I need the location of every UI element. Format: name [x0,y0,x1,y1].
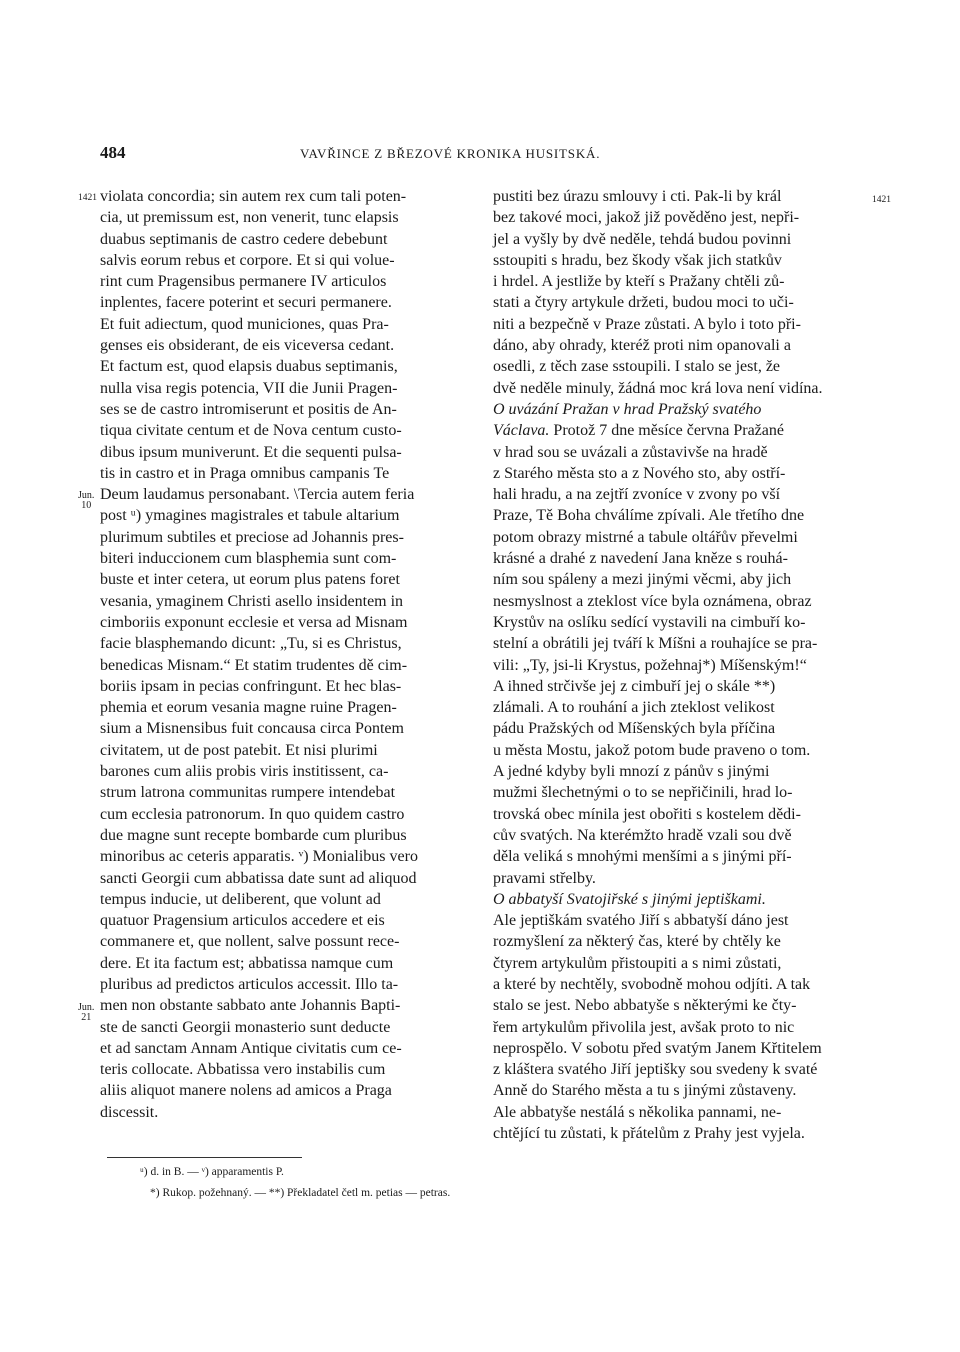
footnote-czech: *) Rukop. požehnaný. — **) Překladatel četl m. petias — petras. [150,1187,451,1199]
text-line: civitatem, ut de post patebit. Et nisi plurimi [100,741,378,759]
text-line: neprospělo. V sobotu před svatým Janem Křtitelem [493,1039,822,1057]
running-head: VAVŘINCE Z BŘEZOVÉ KRONIKA HUSITSKÁ. [300,146,601,161]
text-line: Ale abbatyše nestálá s několika pannami, ne- [493,1103,782,1121]
text-line: dibus ipsum muniverunt. Et die sequenti pulsa- [100,443,402,461]
text-line: benedicas Misnam.“ Et statim trudentes dě cim- [100,656,408,674]
text-line: buste et inter cetera, ut eorum plus patens foret [100,571,400,589]
text-line: Deum laudamus personabant. \Tercia autem feria [100,486,415,504]
text-line: nulla visa regis potencia, VII die Junii Pragen- [100,379,398,397]
margin-year-left: 1421 [78,193,97,203]
text-line: cův svatých. Na kterémžto hradě vzali sou dvě [493,826,792,844]
text-line: pluribus ad predictos articulos accessit. Illo ta- [100,975,399,993]
text-line: men non obstante sabbato ante Johannis Bapti- [100,997,401,1015]
text-line: Krystův na oslíku sedící vystavili na cimbuří ko- [493,613,806,631]
margin-date-day: 21 [81,1012,92,1023]
text-line: tempus inducie, ut deliberent, que volunt ad [100,890,381,908]
text-line: jel a vyšly by dvě neděle, tehdá budou povinni [493,230,792,248]
text-line: nesmyslnost a zteklost více byla oznámena, obraz [493,592,812,610]
text-line: duabus septimanis de castro cedere debebunt [100,230,388,248]
text-line: stalo se jest. Nebo abbatyše s některými ke čty- [493,997,797,1015]
latin-text-column [100,186,472,1123]
text-line: ste de sancti Georgii monasterio sunt deducte [100,1018,391,1036]
text-line: ses se de castro intromiserunt et positis de An- [100,400,397,418]
text-line: cimboriis exponunt ecclesie et versa ad Misnam [100,613,408,631]
czech-translation-column [493,186,865,1144]
text-line: Václava. Protož 7 dne měsíce června Pražané [493,422,784,440]
text-line: sstoupiti s hradu, bez škody však jich statkův [493,251,782,269]
text-line: Et factum est, quod elapsis duabus septimanis, [100,358,398,376]
text-line: dáno, aby ohrady, kteréž proti nim opanovali a [493,337,791,355]
margin-date-month: Jun. [78,1002,95,1013]
text-line: teris collocate. Abbatissa vero instabilis cum [100,1061,386,1079]
text-line: z Starého města sto a z Nového sto, aby ostří- [493,464,786,482]
text-line: řem artykulům přivolila jest, avšak proto to nic [493,1018,795,1036]
text-line: u města Mostu, jakož potom bude praveno o tom. [493,741,811,759]
text-line: rint cum Pragensibus permanere IV articulos [100,273,387,291]
text-line: inplentes, facere poterint et securi permanere. [100,294,392,312]
text-line: Anně do Starého města a tu s jinými zůstaveny. [493,1082,797,1100]
text-line: stati a čtyry artykule držeti, budou moci to uči- [493,294,794,312]
text-line: osedli, z těch zase sstoupili. I stalo se jest, že [493,358,781,376]
text-line: Praze, Tě Boha chválíme zpívali. Ale třetího dne [493,507,805,525]
text-line: bez takové moci, jakož již pověděno jest, nepři- [493,209,800,227]
text-line: facie blasphemando dicunt: „Tu, si es Christus, [100,635,402,653]
text-line: hali hradu, a na zejtří zvoníce v zvony po vší [493,486,781,504]
text-line: pravami střelby. [493,869,596,887]
text-line: děla veliká s mnohými menšími a s jinými pří- [493,848,792,866]
text-line: cia, ut premissum est, non venerit, tunc elapsis [100,209,399,227]
text-line: sium a Misnensibus fuit concausa circa Pontem [100,720,404,738]
text-line: strum latrona communitas rumpere intendebat [100,784,396,802]
text-line: barones cum aliis probis viris institissent, ca- [100,763,389,781]
text-line: genses eis obsiderant, de eis viceversa cedant. [100,337,395,355]
text-line: stelní a obrátili jej tváří k Míšni a rouhajíce se pra- [493,635,818,653]
text-line: mužmi šlechetnými o to se nepřičinili, hrad lo- [493,784,793,802]
text-line: z kláštera svatého Jiří jeptišky sou svedeny k svaté [493,1061,818,1079]
text-line: aliis aliquot manere nolens ad amicos a Praga [100,1082,392,1100]
text-line: discessit. [100,1103,159,1121]
text-line: potom obrazy mistrné a tabule oltářův převelmi [493,528,798,546]
margin-date-month: Jun. [78,490,95,501]
text-line: dvě neděle minuly, žádná moc krá lova není vidína. [493,379,823,397]
text-line: zlámali. A to rouhání a jich zteklost velikost [493,699,775,717]
text-line: post ᵘ) ymagines magistrales et tabule altarium [100,507,400,525]
text-line: trovská obec mínila jest obořiti s kostelem dědi- [493,805,801,823]
text-line: sancti Georgii cum abbatissa date sunt ad aliquod [100,869,417,887]
text-line: boriis ipsam in pecias confringunt. Et hec blas- [100,677,402,695]
text-line: i hrdel. A jestliže by kteří s Pražany chtěli zů- [493,273,785,291]
text-line: v hrad sou se uvázali a zůstavivše na hradě [493,443,768,461]
text-line: dere. Et ita factum est; abbatissa namque cum [100,954,394,972]
text-line: A jedné kdyby byli mnozí z pánův s jinými [493,763,770,781]
text-line: salvis eorum rebus et corpore. Et si qui volue- [100,251,395,269]
text-line: minoribus ac ceteris apparatis. ᵛ) Monialibus vero [100,848,418,866]
text-line: tiqua civitate centum et de Nova centum custo- [100,422,402,440]
text-line: krásné a drahé z navedení Jana kněze s rouhá- [493,550,788,568]
margin-date-jun-21 [78,1003,94,1023]
text-line: commanere et, que nollent, salve possunt rece- [100,933,400,951]
text-line: pustiti bez úrazu smlouvy i cti. Pak-li by král [493,188,782,205]
text-line: A ihned strčivše jej z cimbuří jej o skále **) [493,677,776,695]
section-heading: O abbatyší Svatojiřské s jinými jeptiškami. [493,890,766,908]
text-line: et ad sanctam Annam Antique civitatis cum ce- [100,1039,402,1057]
footnote-latin: ᵘ) d. in B. — ᵛ) apparamentis P. [140,1166,284,1178]
section-heading: O uvázání Pražan v hrad Pražský svatého [493,400,762,418]
text-line: ním sou spáleny a mezi jinými věcmi, aby jich [493,571,792,589]
text-line: chtějící tu zůstati, k přátelům z Prahy jest vyjela. [493,1125,805,1143]
margin-date-jun-10 [78,491,94,511]
footnote-separator [107,1157,302,1158]
text-line: violata concordia; sin autem rex cum tali poten- [100,188,407,205]
margin-year-right: 1421 [872,195,891,205]
text-line: pádu Pražských od Míšenských byla příčina [493,720,776,738]
text-line: plurimum subtiles et preciose ad Johannis pres- [100,528,404,546]
text-line: cum ecclesia patronorum. In quo quidem castro [100,805,405,823]
text-line: rozmyšlení za některý čas, které by chtěly ke [493,933,781,951]
page-number: 484 [100,143,126,162]
text-line: niti a bezpečně v Praze zůstati. A bylo i toto při- [493,315,801,333]
text-line: tis in castro et in Praga omnibus campanis Te [100,464,390,482]
text-line: a které by nechtěly, svobodně mohou odjíti. A tak [493,975,811,993]
text-line: Et fuit adiectum, quod municiones, quas Pra- [100,315,389,333]
text-line: biteri induccionem cum blasphemia sunt com- [100,550,397,568]
text-line: vili: „Ty, jsi-li Krystus, požehnaj*) Míšenským!“ [493,656,807,674]
text-line: čtyrem artykulům přistoupiti a s nimi zůstati, [493,954,782,972]
text-line: due magne sunt recepte bombarde cum pluribus [100,826,407,844]
text-line: Ale jeptiškám svatého Jiří s abbatyší dáno jest [493,912,789,930]
margin-date-day: 10 [81,500,92,511]
text-line: phemia et eorum vesania magne ruine Pragen- [100,699,397,717]
text-line: quatuor Pragensium articulos accedere et eis [100,912,385,930]
text-line: vesania, ymaginem Christi asello insidentem in [100,592,404,610]
